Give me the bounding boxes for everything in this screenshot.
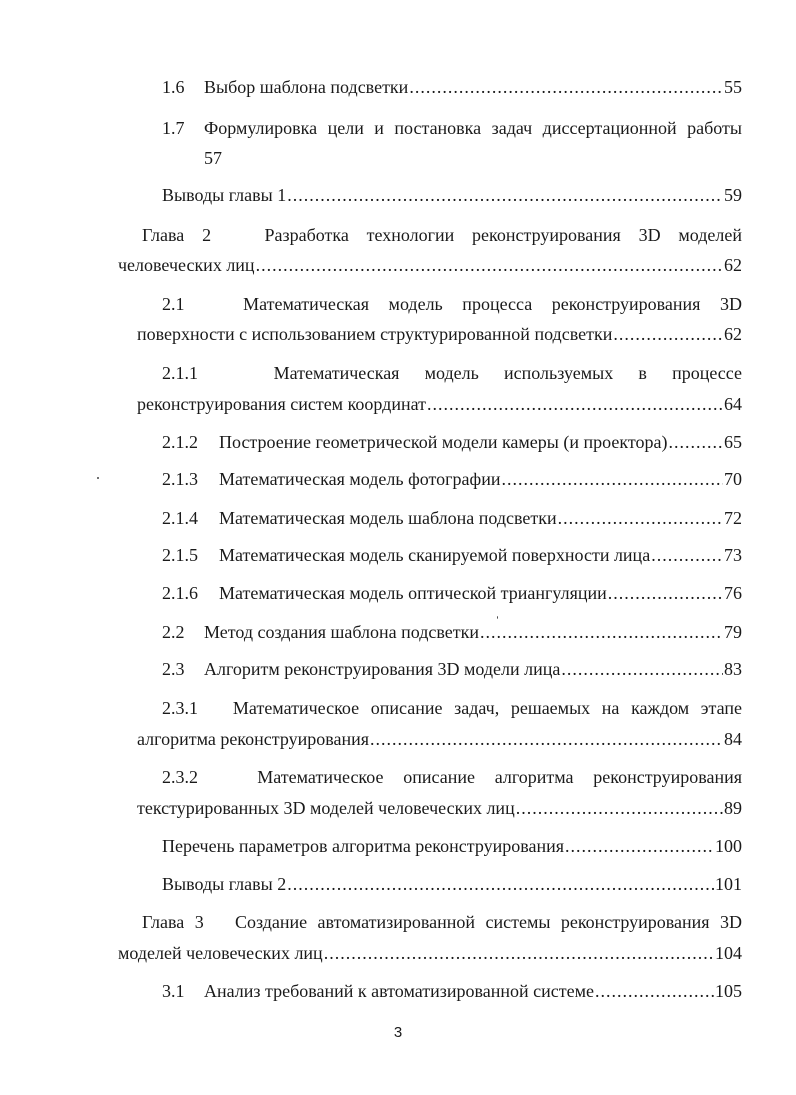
scan-speck: [97, 477, 99, 479]
toc-entry-3-1: [162, 980, 742, 1002]
toc-number: 2.1.3: [162, 469, 198, 489]
toc-page: 62: [724, 255, 742, 275]
toc-number: 2.2: [162, 622, 185, 642]
toc-page: 70: [724, 469, 742, 489]
toc-leader: [595, 980, 714, 1002]
toc-leader: [613, 323, 723, 345]
toc-page: 72: [724, 508, 742, 528]
toc-entry-2-1-2: [162, 431, 742, 453]
toc-entry-2-1-4: [162, 507, 742, 529]
toc-page: 105: [715, 981, 742, 1001]
toc-page: 100: [715, 836, 742, 856]
toc-number: 3.1: [162, 981, 185, 1001]
toc-entry-2-1-6: [162, 582, 742, 604]
toc-title: Перечень параметров алгоритма реконструирования: [162, 836, 565, 856]
toc-entry-2-2: [162, 621, 742, 643]
toc-entry-1-6: [162, 76, 742, 98]
toc-leader: [287, 873, 714, 895]
toc-entry-ch1-conclusions: [162, 184, 742, 206]
toc-leader: [287, 184, 723, 206]
toc-page: 101: [715, 874, 742, 894]
toc-entry-2-1-1-line1: 2.1.1 Математическая модель используемых в процессе: [162, 363, 742, 383]
toc-page: 59: [724, 185, 742, 205]
toc-leader: [516, 797, 723, 819]
toc-chapter-2-heading: Глава 2 Разработка технологии реконструирования 3D моделей: [142, 225, 742, 245]
toc-number: 2.1.4: [162, 508, 198, 528]
toc-title: Выводы главы 2: [162, 874, 287, 894]
toc-leader: [501, 468, 723, 490]
toc-title: Математическая модель сканируемой поверхности лица: [219, 545, 651, 565]
toc-number: 2.3: [162, 659, 185, 679]
toc-leader: [480, 621, 723, 643]
toc-page: 57: [204, 148, 222, 168]
toc-title: Математическая модель фотографии: [219, 469, 501, 489]
toc-entry-2-1-5: [162, 544, 742, 566]
toc-number: 1.6: [162, 77, 185, 97]
toc-page: 55: [724, 77, 742, 97]
toc-leader: [409, 76, 723, 98]
toc-title: текстурированных 3D моделей человеческих лиц: [137, 798, 515, 818]
toc-leader: [427, 393, 723, 415]
toc-number: 2.1.6: [162, 583, 198, 603]
toc-leader: [324, 942, 714, 964]
toc-entry-2-3: [162, 658, 742, 680]
toc-leader: [608, 582, 723, 604]
toc-leader: [565, 835, 714, 857]
toc-leader: [256, 254, 723, 276]
toc-title: Построение геометрической модели камеры (и проектора): [219, 432, 668, 452]
toc-entry-2-1-line1: 2.1 Математическая модель процесса реконструирования 3D: [162, 294, 742, 314]
toc-page: 76: [724, 583, 742, 603]
toc-title: человеческих лиц: [118, 255, 255, 275]
toc-entry-2-3-2: [137, 797, 742, 819]
toc-title: Метод создания шаблона подсветки: [204, 622, 480, 642]
toc-page: 73: [724, 545, 742, 565]
toc-entry-2-3-1-line1: 2.3.1 Математическое описание задач, решаемых на каждом этапе: [162, 698, 742, 718]
toc-chapter-3-heading: Глава 3 Создание автоматизированной системы реконструирования 3D: [142, 912, 742, 932]
toc-title: Выводы главы 1: [162, 185, 287, 205]
toc-title: реконструирования систем координат: [137, 394, 426, 414]
scan-speck: [497, 616, 498, 619]
toc-number: 1.7: [162, 118, 185, 138]
toc-title: алгоритма реконструирования: [137, 729, 370, 749]
toc-entry-ch2-conclusions: [162, 873, 742, 895]
toc-title: Математическая модель оптической триангуляции: [219, 583, 607, 603]
toc-chapter-3: [118, 942, 742, 964]
toc-title: Алгоритм реконструирования 3D модели лица: [204, 659, 561, 679]
toc-page: 84: [724, 729, 742, 749]
toc-entry-2-1-3: [162, 468, 742, 490]
toc-title: Анализ требований к автоматизированной системе: [204, 981, 594, 1001]
toc-page: 65: [724, 432, 742, 452]
toc-leader: [561, 658, 723, 680]
toc-leader: [668, 431, 723, 453]
toc-title: поверхности с использованием структурированной подсветки: [137, 324, 613, 344]
toc-number: 2.1.5: [162, 545, 198, 565]
toc-leader: [370, 728, 723, 750]
toc-entry-parameters: [162, 835, 742, 857]
toc-title: Математическая модель шаблона подсветки: [219, 508, 557, 528]
toc-page: 83: [724, 659, 742, 679]
toc-entry-2-1: [137, 323, 742, 345]
toc-page: 89: [724, 798, 742, 818]
toc-page: 104: [715, 943, 742, 963]
toc-chapter-2: [118, 254, 742, 276]
toc-title: Выбор шаблона подсветки: [204, 77, 409, 97]
toc-entry-2-3-1: [137, 728, 742, 750]
toc-leader: [651, 544, 723, 566]
toc-page: 79: [724, 622, 742, 642]
toc-title: Формулировка цели и постановка задач диссертационной работы: [204, 118, 742, 138]
toc-number: 2.1.2: [162, 432, 198, 452]
toc-title: моделей человеческих лиц: [118, 943, 323, 963]
toc-leader: [558, 507, 723, 529]
page-number: 3: [393, 1024, 403, 1041]
toc-page: 62: [724, 324, 742, 344]
toc-entry-1-7: [162, 117, 742, 139]
toc-entry-2-3-2-line1: 2.3.2 Математическое описание алгоритма реконструирования: [162, 767, 742, 787]
toc-page: 64: [724, 394, 742, 414]
toc-entry-2-1-1: [137, 393, 742, 415]
